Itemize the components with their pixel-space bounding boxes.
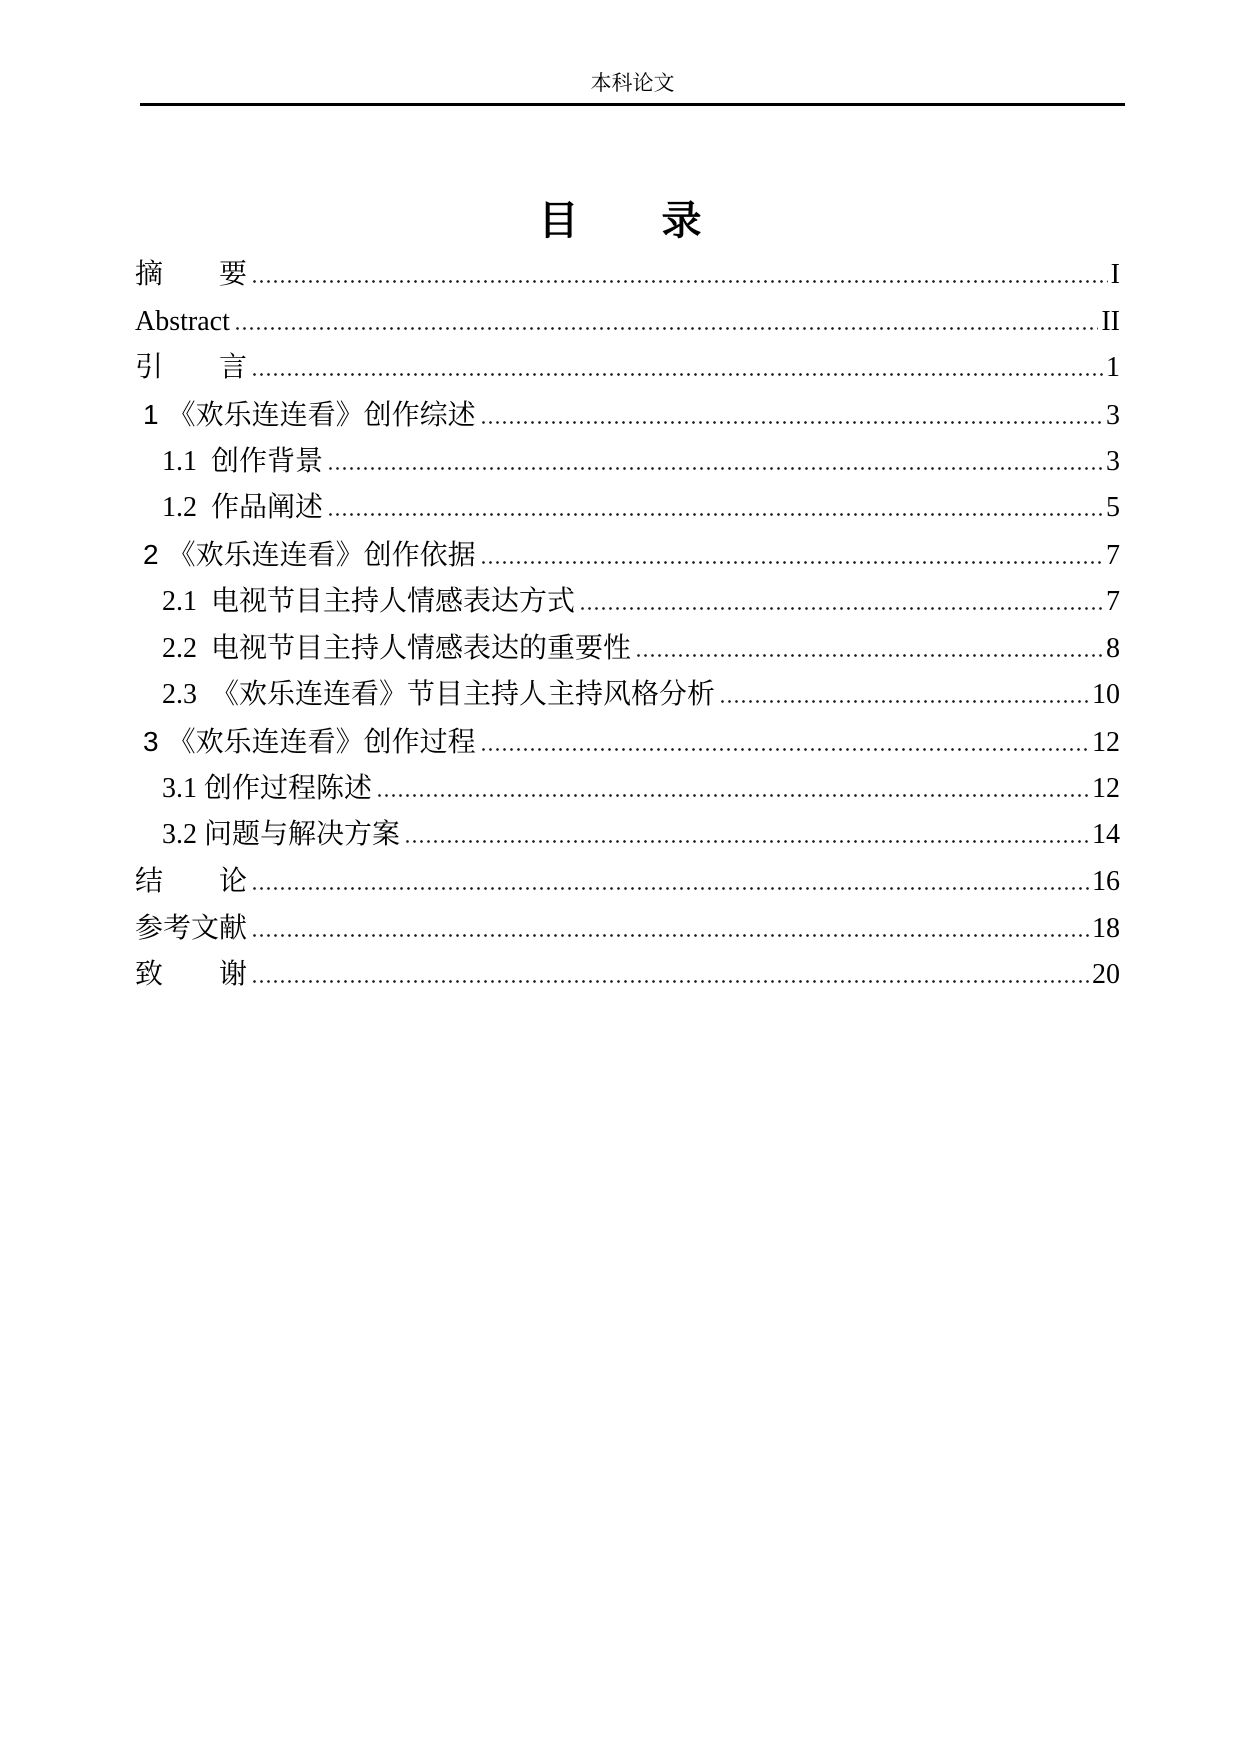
toc-entry-page-number: 20 (1092, 959, 1120, 991)
toc-entry-page-number: 16 (1092, 865, 1120, 897)
toc-entry-label: 1.1 创作背景 (162, 445, 324, 477)
toc-entry-row (135, 906, 1120, 953)
toc-entry-dot-leader (251, 887, 1089, 890)
toc-entry-page-number: 12 (1092, 772, 1120, 804)
toc-entry-row (135, 812, 1120, 859)
toc-entry-label: 引 言 (135, 352, 248, 384)
toc-entry-page-number: 14 (1092, 819, 1120, 851)
toc-entry-label: 《欢乐连连看》创作过程 (167, 726, 476, 758)
toc-entry-dot-leader (404, 840, 1089, 843)
toc-entry-row (135, 392, 1120, 439)
toc-entry-label: 《欢乐连连看》创作依据 (167, 540, 476, 572)
toc-entry-page-number: II (1101, 305, 1120, 337)
toc-entry-label: 致 谢 (135, 959, 248, 991)
toc-entry-dot-leader (251, 280, 1108, 283)
toc-entry-row (135, 252, 1120, 299)
toc-page-title: 目 录 (538, 199, 703, 243)
toc-entry-label: 2.2 电视节目主持人情感表达的重要性 (162, 632, 632, 664)
toc-entry-row (135, 859, 1120, 906)
toc-entry-label: 2.3 《欢乐连连看》节目主持人主持风格分析 (162, 679, 716, 711)
toc-entry-page-number: 3 (1106, 400, 1120, 432)
toc-entry-row (135, 626, 1120, 673)
toc-entry-dot-leader (480, 421, 1103, 424)
toc-entry-number: 1 (143, 399, 159, 431)
toc-entry-page-number: 3 (1106, 445, 1120, 477)
toc-entry-page-number: 7 (1106, 540, 1120, 572)
toc-entry-page-number: 10 (1092, 679, 1120, 711)
toc-entry-dot-leader (251, 373, 1103, 376)
toc-entry-row (135, 439, 1120, 486)
toc-entry-dot-leader (376, 794, 1089, 797)
toc-entry-number: 3 (143, 725, 159, 757)
toc-entry-dot-leader (579, 607, 1103, 610)
toc-entry-label: 2.1 电视节目主持人情感表达方式 (162, 585, 576, 617)
toc-entry-page-number: I (1110, 259, 1120, 290)
toc-entry-dot-leader (327, 513, 1103, 516)
toc-entry-row (135, 345, 1120, 392)
toc-entry-dot-leader (251, 980, 1089, 983)
toc-entry-label: 参考文献 (135, 912, 248, 944)
toc-entry-row (135, 719, 1120, 766)
toc-entry-label: 结 论 (135, 865, 248, 897)
toc-entry-page-number: 7 (1106, 585, 1120, 617)
toc-entry-dot-leader (251, 934, 1089, 937)
toc-list (135, 252, 1120, 999)
toc-entry-row (135, 532, 1120, 579)
running-head-title: 本科论文 (590, 71, 675, 95)
toc-entry-page-number: 18 (1092, 912, 1120, 944)
toc-entry-dot-leader (635, 654, 1103, 657)
page-header (140, 70, 1125, 106)
toc-entry-dot-leader (234, 327, 1098, 330)
toc-entry-number: 2 (143, 539, 159, 571)
toc-entry-page-number: 12 (1092, 726, 1120, 758)
toc-entry-label: 摘 要 (135, 259, 248, 290)
toc-entry-dot-leader (480, 748, 1089, 751)
toc-entry-row (135, 299, 1120, 346)
toc-entry-label: 3.2 问题与解决方案 (162, 819, 401, 851)
toc-entry-label: Abstract (135, 305, 230, 337)
toc-entry-dot-leader (719, 700, 1089, 703)
toc-entry-label: 3.1 创作过程陈述 (162, 772, 373, 804)
toc-entry-dot-leader (480, 561, 1103, 564)
toc-entry-row (135, 672, 1120, 719)
toc-entry-dot-leader (327, 467, 1103, 470)
toc-entry-row (135, 952, 1120, 999)
toc-entry-page-number: 1 (1106, 352, 1120, 384)
toc-entry-label: 1.2 作品阐述 (162, 492, 324, 524)
toc-entry-page-number: 5 (1106, 492, 1120, 524)
toc-entry-label: 《欢乐连连看》创作综述 (167, 400, 476, 432)
toc-entry-row (135, 579, 1120, 626)
toc-entry-row (135, 766, 1120, 813)
toc-entry-row (135, 485, 1120, 532)
toc-entry-page-number: 8 (1106, 632, 1120, 664)
